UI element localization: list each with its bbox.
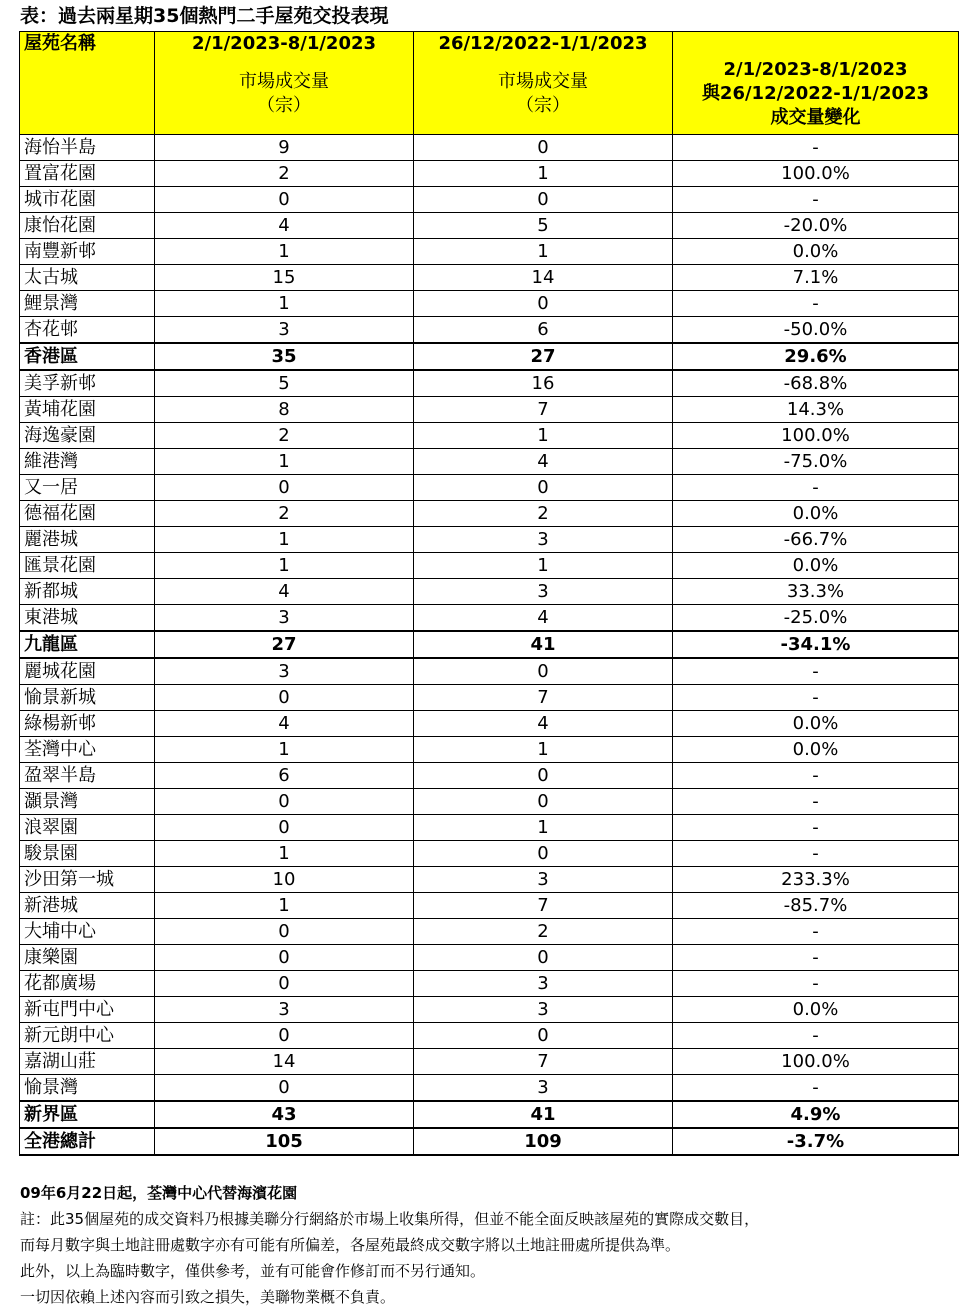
volume-change-cell: -: [673, 763, 959, 789]
estate-name-cell: 駿景園: [20, 841, 155, 867]
current-volume-cell: 3: [155, 658, 414, 685]
volume-change-cell: 29.6%: [673, 343, 959, 370]
volume-change-cell: -: [673, 815, 959, 841]
current-volume-cell: 3: [155, 605, 414, 632]
previous-volume-cell: 3: [414, 1075, 673, 1102]
previous-volume-cell: 109: [414, 1128, 673, 1155]
footnotes: [20, 1180, 960, 1310]
previous-volume-cell: 41: [414, 631, 673, 658]
header-current-volume-unit: （宗）: [257, 95, 311, 116]
previous-volume-cell: 41: [414, 1101, 673, 1128]
header-current-period-label: 2/1/2023-8/1/2023: [191, 33, 377, 54]
previous-volume-cell: 3: [414, 867, 673, 893]
estate-name-cell: 康怡花園: [20, 213, 155, 239]
table-row: [20, 841, 959, 867]
table-summary-row: [20, 343, 959, 370]
estate-name-cell: 新港城: [20, 893, 155, 919]
current-volume-cell: 4: [155, 213, 414, 239]
footnote-replacement: 09年6月22日起，荃灣中心代替海濱花園: [20, 1184, 298, 1202]
current-volume-cell: 1: [155, 449, 414, 475]
current-volume-cell: 105: [155, 1128, 414, 1155]
table-row: [20, 187, 959, 213]
current-volume-cell: 0: [155, 685, 414, 711]
estate-name-cell: 愉景新城: [20, 685, 155, 711]
previous-volume-cell: 3: [414, 997, 673, 1023]
header-change-line2: 與26/12/2022-1/1/2023: [701, 83, 930, 104]
current-volume-cell: 15: [155, 265, 414, 291]
current-volume-cell: 0: [155, 971, 414, 997]
table-row: [20, 685, 959, 711]
previous-volume-cell: 0: [414, 475, 673, 501]
volume-change-cell: -: [673, 1023, 959, 1049]
previous-volume-cell: 4: [414, 711, 673, 737]
current-volume-cell: 3: [155, 317, 414, 344]
current-volume-cell: 1: [155, 527, 414, 553]
volume-change-cell: -66.7%: [673, 527, 959, 553]
previous-volume-cell: 0: [414, 291, 673, 317]
volume-change-cell: -25.0%: [673, 605, 959, 632]
current-volume-cell: 1: [155, 893, 414, 919]
previous-volume-cell: 0: [414, 789, 673, 815]
previous-volume-cell: 2: [414, 919, 673, 945]
volume-change-cell: 0.0%: [673, 737, 959, 763]
estate-name-cell: 置富花園: [20, 161, 155, 187]
current-volume-cell: 14: [155, 1049, 414, 1075]
current-volume-cell: 2: [155, 501, 414, 527]
current-volume-cell: 4: [155, 711, 414, 737]
current-volume-cell: 6: [155, 763, 414, 789]
estate-name-cell: 九龍區: [20, 631, 155, 658]
table-summary-row: [20, 1101, 959, 1128]
header-current-volume: [155, 70, 413, 118]
table-row: [20, 919, 959, 945]
volume-change-cell: -: [673, 971, 959, 997]
table-row: [20, 971, 959, 997]
volume-change-cell: -: [673, 945, 959, 971]
estate-name-cell: 麗港城: [20, 527, 155, 553]
footnote-deviation: 而每月數字與土地註冊處數字亦有可能有所偏差，各屋苑最終成交數字將以土地註冊處所提供為準。: [20, 1236, 681, 1254]
previous-volume-cell: 1: [414, 423, 673, 449]
previous-volume-cell: 14: [414, 265, 673, 291]
current-volume-cell: 0: [155, 815, 414, 841]
estate-name-cell: 東港城: [20, 605, 155, 632]
current-volume-cell: 9: [155, 135, 414, 161]
previous-volume-cell: 0: [414, 1023, 673, 1049]
current-volume-cell: 1: [155, 553, 414, 579]
table-row: [20, 763, 959, 789]
current-volume-cell: 4: [155, 579, 414, 605]
volume-change-cell: -: [673, 919, 959, 945]
volume-change-cell: 100.0%: [673, 161, 959, 187]
footnote-disclaimer: 一切因依賴上述內容而引致之損失，美聯物業概不負責。: [20, 1288, 396, 1306]
previous-volume-cell: 0: [414, 187, 673, 213]
previous-volume-cell: 2: [414, 501, 673, 527]
table-row: [20, 1075, 959, 1102]
volume-change-cell: -85.7%: [673, 893, 959, 919]
table-row: [20, 711, 959, 737]
table-summary-row: [20, 631, 959, 658]
header-estate-name-label: 屋苑名稱: [24, 33, 96, 54]
table-body: [20, 135, 959, 1156]
estate-name-cell: 鯉景灣: [20, 291, 155, 317]
table-row: [20, 423, 959, 449]
estate-name-cell: 南豐新邨: [20, 239, 155, 265]
previous-volume-cell: 0: [414, 135, 673, 161]
estate-name-cell: 大埔中心: [20, 919, 155, 945]
previous-volume-cell: 5: [414, 213, 673, 239]
current-volume-cell: 10: [155, 867, 414, 893]
footnote-provisional: 此外，以上為臨時數字，僅供參考，並有可能會作修訂而不另行通知。: [20, 1262, 486, 1280]
previous-volume-cell: 7: [414, 397, 673, 423]
table-row: [20, 893, 959, 919]
previous-volume-cell: 1: [414, 553, 673, 579]
transactions-table: [19, 31, 959, 1156]
table-row: [20, 397, 959, 423]
volume-change-cell: 4.9%: [673, 1101, 959, 1128]
estate-name-cell: 海逸豪園: [20, 423, 155, 449]
volume-change-cell: 0.0%: [673, 553, 959, 579]
current-volume-cell: 2: [155, 161, 414, 187]
volume-change-cell: -34.1%: [673, 631, 959, 658]
estate-name-cell: 新界區: [20, 1101, 155, 1128]
estate-name-cell: 匯景花園: [20, 553, 155, 579]
table-row: [20, 579, 959, 605]
table-row: [20, 370, 959, 397]
estate-name-cell: 太古城: [20, 265, 155, 291]
current-volume-cell: 8: [155, 397, 414, 423]
previous-volume-cell: 3: [414, 579, 673, 605]
estate-name-cell: 新元朗中心: [20, 1023, 155, 1049]
previous-volume-cell: 4: [414, 449, 673, 475]
current-volume-cell: 1: [155, 737, 414, 763]
current-volume-cell: 43: [155, 1101, 414, 1128]
table-row: [20, 1023, 959, 1049]
current-volume-cell: 2: [155, 423, 414, 449]
table-header-row: [20, 32, 959, 135]
volume-change-cell: -: [673, 841, 959, 867]
previous-volume-cell: 0: [414, 658, 673, 685]
header-change-line1: 2/1/2023-8/1/2023: [723, 59, 908, 80]
previous-volume-cell: 6: [414, 317, 673, 344]
volume-change-cell: 7.1%: [673, 265, 959, 291]
table-row: [20, 815, 959, 841]
volume-change-cell: -20.0%: [673, 213, 959, 239]
estate-name-cell: 康樂園: [20, 945, 155, 971]
estate-name-cell: 杏花邨: [20, 317, 155, 344]
volume-change-cell: 0.0%: [673, 501, 959, 527]
header-previous-volume: [414, 70, 672, 118]
current-volume-cell: 0: [155, 187, 414, 213]
current-volume-cell: 27: [155, 631, 414, 658]
current-volume-cell: 5: [155, 370, 414, 397]
previous-volume-cell: 0: [414, 945, 673, 971]
volume-change-cell: 233.3%: [673, 867, 959, 893]
current-volume-cell: 1: [155, 291, 414, 317]
previous-volume-cell: 27: [414, 343, 673, 370]
table-row: [20, 501, 959, 527]
table-row: [20, 475, 959, 501]
estate-name-cell: 綠楊新邨: [20, 711, 155, 737]
header-previous-period: [414, 32, 673, 135]
table-row: [20, 605, 959, 632]
estate-name-cell: 新都城: [20, 579, 155, 605]
previous-volume-cell: 3: [414, 971, 673, 997]
current-volume-cell: 1: [155, 841, 414, 867]
estate-name-cell: 全港總計: [20, 1128, 155, 1155]
header-change-labels: [673, 58, 958, 130]
volume-change-cell: -50.0%: [673, 317, 959, 344]
header-previous-period-label: 26/12/2022-1/1/2023: [438, 33, 648, 54]
table-row: [20, 553, 959, 579]
volume-change-cell: -: [673, 685, 959, 711]
volume-change-cell: -: [673, 187, 959, 213]
volume-change-cell: -: [673, 135, 959, 161]
estate-name-cell: 沙田第一城: [20, 867, 155, 893]
current-volume-cell: 35: [155, 343, 414, 370]
volume-change-cell: 100.0%: [673, 423, 959, 449]
table-row: [20, 867, 959, 893]
estate-name-cell: 美孚新邨: [20, 370, 155, 397]
volume-change-cell: -75.0%: [673, 449, 959, 475]
volume-change-cell: -: [673, 658, 959, 685]
table-row: [20, 997, 959, 1023]
table-row: [20, 239, 959, 265]
estate-name-cell: 盈翠半島: [20, 763, 155, 789]
volume-change-cell: 0.0%: [673, 711, 959, 737]
estate-name-cell: 浪翠園: [20, 815, 155, 841]
volume-change-cell: 0.0%: [673, 239, 959, 265]
previous-volume-cell: 1: [414, 815, 673, 841]
volume-change-cell: -: [673, 291, 959, 317]
volume-change-cell: -3.7%: [673, 1128, 959, 1155]
estate-name-cell: 黃埔花園: [20, 397, 155, 423]
previous-volume-cell: 1: [414, 737, 673, 763]
current-volume-cell: 0: [155, 945, 414, 971]
page-title: 表：過去兩星期35個熱門二手屋苑交投表現: [20, 5, 389, 27]
previous-volume-cell: 1: [414, 239, 673, 265]
previous-volume-cell: 7: [414, 685, 673, 711]
header-change-line3: 成交量變化: [770, 107, 861, 128]
volume-change-cell: -: [673, 789, 959, 815]
estate-name-cell: 海怡半島: [20, 135, 155, 161]
volume-change-cell: -68.8%: [673, 370, 959, 397]
volume-change-cell: -: [673, 475, 959, 501]
table-row: [20, 449, 959, 475]
estate-name-cell: 又一居: [20, 475, 155, 501]
previous-volume-cell: 0: [414, 763, 673, 789]
header-change: [673, 32, 959, 135]
previous-volume-cell: 4: [414, 605, 673, 632]
table-row: [20, 317, 959, 344]
table-row: [20, 658, 959, 685]
estate-name-cell: 城市花園: [20, 187, 155, 213]
table-row: [20, 527, 959, 553]
previous-volume-cell: 16: [414, 370, 673, 397]
table-row: [20, 789, 959, 815]
volume-change-cell: 0.0%: [673, 997, 959, 1023]
previous-volume-cell: 7: [414, 893, 673, 919]
header-current-volume-label: 市場成交量: [239, 71, 329, 92]
table-row: [20, 291, 959, 317]
header-previous-volume-unit: （宗）: [516, 95, 570, 116]
table-row: [20, 213, 959, 239]
table-row: [20, 135, 959, 161]
previous-volume-cell: 3: [414, 527, 673, 553]
current-volume-cell: 0: [155, 475, 414, 501]
table-row: [20, 737, 959, 763]
header-previous-volume-label: 市場成交量: [498, 71, 588, 92]
current-volume-cell: 0: [155, 1023, 414, 1049]
previous-volume-cell: 1: [414, 161, 673, 187]
volume-change-cell: 14.3%: [673, 397, 959, 423]
table-row: [20, 1049, 959, 1075]
volume-change-cell: 33.3%: [673, 579, 959, 605]
estate-name-cell: 嘉湖山莊: [20, 1049, 155, 1075]
table-row: [20, 265, 959, 291]
table-summary-row: [20, 1128, 959, 1155]
current-volume-cell: 3: [155, 997, 414, 1023]
previous-volume-cell: 7: [414, 1049, 673, 1075]
estate-name-cell: 灝景灣: [20, 789, 155, 815]
current-volume-cell: 1: [155, 239, 414, 265]
estate-name-cell: 新屯門中心: [20, 997, 155, 1023]
current-volume-cell: 0: [155, 789, 414, 815]
table-row: [20, 161, 959, 187]
current-volume-cell: 0: [155, 919, 414, 945]
table-row: [20, 945, 959, 971]
estate-name-cell: 麗城花園: [20, 658, 155, 685]
estate-name-cell: 愉景灣: [20, 1075, 155, 1102]
estate-name-cell: 花都廣場: [20, 971, 155, 997]
estate-name-cell: 香港區: [20, 343, 155, 370]
previous-volume-cell: 0: [414, 841, 673, 867]
header-estate-name: [20, 32, 155, 135]
estate-name-cell: 維港灣: [20, 449, 155, 475]
footnote-source: 註：此35個屋苑的成交資料乃根據美聯分行網絡於市場上收集所得，但並不能全面反映該屋苑的實際成交數目，: [20, 1210, 760, 1228]
estate-name-cell: 德福花園: [20, 501, 155, 527]
header-current-period: [155, 32, 414, 135]
current-volume-cell: 0: [155, 1075, 414, 1102]
volume-change-cell: 100.0%: [673, 1049, 959, 1075]
volume-change-cell: -: [673, 1075, 959, 1102]
estate-name-cell: 荃灣中心: [20, 737, 155, 763]
